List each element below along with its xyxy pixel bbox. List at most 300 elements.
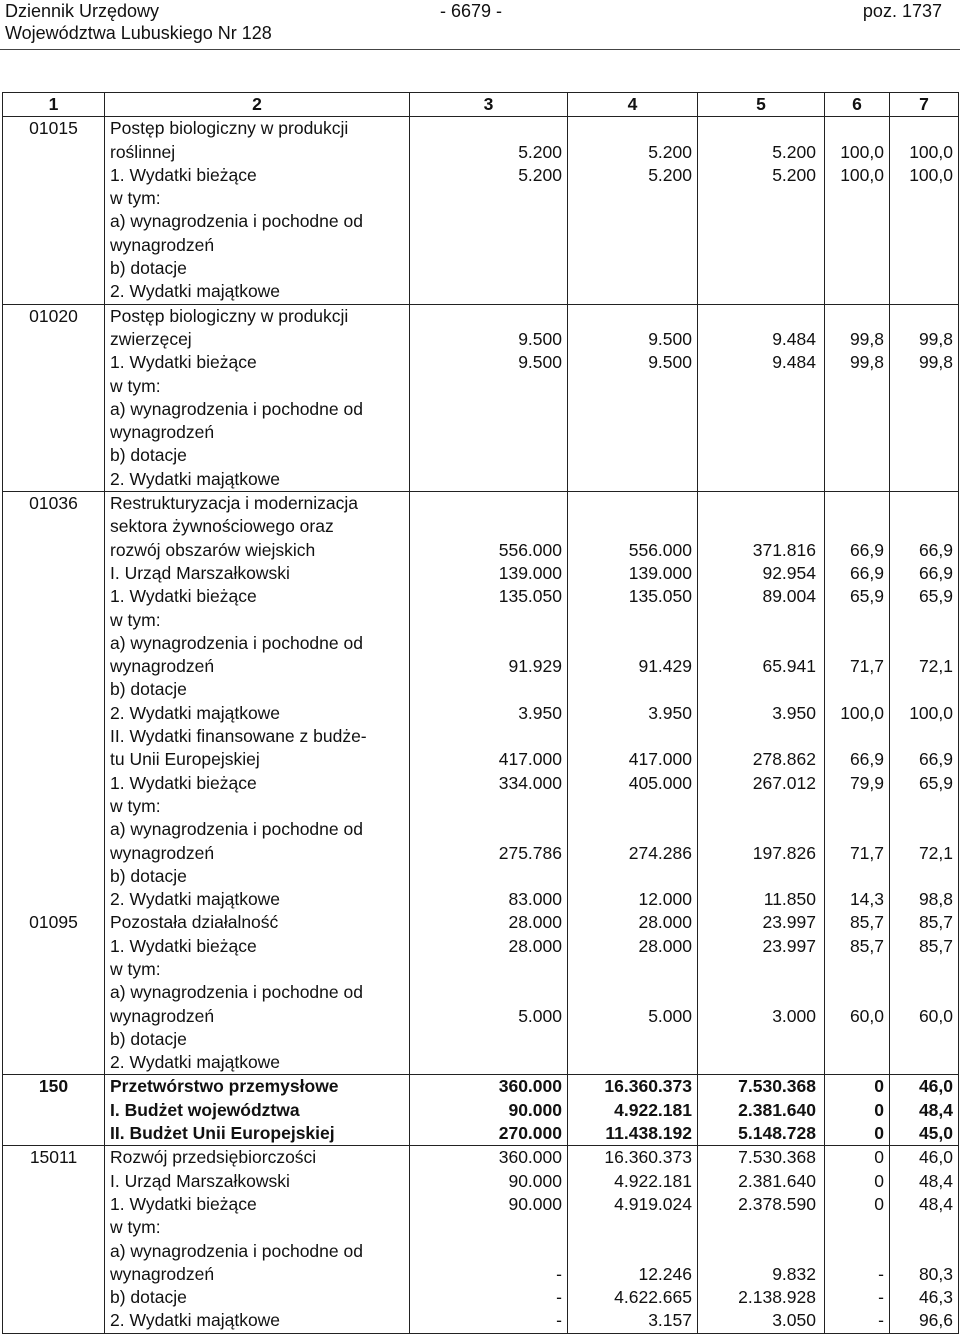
column-header: 7 [890, 93, 959, 117]
value-cell: 72,1 [890, 655, 959, 678]
value-cell: 89.004 [698, 585, 825, 608]
section-code [3, 398, 105, 421]
table-row [3, 280, 959, 304]
value-cell: 85,7 [890, 911, 959, 934]
value-cell [410, 1051, 568, 1075]
value-cell [890, 375, 959, 398]
value-cell [890, 958, 959, 981]
table-row [3, 421, 959, 444]
value-cell [568, 468, 698, 492]
value-cell: 5.200 [698, 164, 825, 187]
value-cell [568, 234, 698, 257]
value-cell: 46,0 [890, 1075, 959, 1099]
value-cell: 274.286 [568, 842, 698, 865]
value-cell [568, 304, 698, 328]
table-row [3, 187, 959, 210]
item-name: wynagrodzeń [105, 421, 410, 444]
section-code [3, 1240, 105, 1263]
value-cell: 556.000 [568, 539, 698, 562]
value-cell: 99,8 [825, 328, 890, 351]
table-row [3, 141, 959, 164]
value-cell [698, 609, 825, 632]
value-cell [825, 818, 890, 841]
value-cell [825, 609, 890, 632]
value-cell: 270.000 [410, 1122, 568, 1146]
value-cell [410, 609, 568, 632]
column-header: 4 [568, 93, 698, 117]
value-cell: 99,8 [890, 351, 959, 374]
item-name: 1. Wydatki bieżące [105, 351, 410, 374]
item-name: 1. Wydatki bieżące [105, 935, 410, 958]
value-cell [825, 865, 890, 888]
value-cell [825, 187, 890, 210]
value-cell [568, 678, 698, 701]
section-code [3, 234, 105, 257]
value-cell: 90.000 [410, 1193, 568, 1216]
table-row [3, 375, 959, 398]
value-cell [568, 515, 698, 538]
value-cell: 405.000 [568, 772, 698, 795]
value-cell [825, 280, 890, 304]
value-cell [825, 1051, 890, 1075]
value-cell [568, 1051, 698, 1075]
table-row [3, 515, 959, 538]
value-cell [698, 398, 825, 421]
value-cell: 71,7 [825, 655, 890, 678]
value-cell [890, 725, 959, 748]
value-cell: 12.000 [568, 888, 698, 911]
value-cell: 0 [825, 1075, 890, 1099]
value-cell [410, 1240, 568, 1263]
value-cell: 66,9 [890, 748, 959, 771]
table-row [3, 818, 959, 841]
journal-title: Dziennik Urzędowy [5, 1, 160, 21]
value-cell: 7.530.368 [698, 1146, 825, 1170]
item-name: wynagrodzeń [105, 1263, 410, 1286]
value-cell [410, 981, 568, 1004]
value-cell: 278.862 [698, 748, 825, 771]
value-cell: 48,4 [890, 1170, 959, 1193]
value-cell: 60,0 [825, 1005, 890, 1028]
value-cell [698, 1216, 825, 1239]
value-cell [825, 398, 890, 421]
value-cell [825, 795, 890, 818]
table-row [3, 562, 959, 585]
value-cell: 99,8 [890, 328, 959, 351]
value-cell: 9.500 [410, 351, 568, 374]
column-header-row [3, 93, 959, 117]
value-cell: 65.941 [698, 655, 825, 678]
value-cell: 5.200 [568, 141, 698, 164]
value-cell [698, 632, 825, 655]
value-cell [825, 257, 890, 280]
item-name: b) dotacje [105, 444, 410, 467]
value-cell: 5.200 [568, 164, 698, 187]
value-cell: 0 [825, 1170, 890, 1193]
section-code [3, 795, 105, 818]
page-number: - 6679 - [440, 1, 503, 21]
value-cell [568, 444, 698, 467]
section-code [3, 1216, 105, 1239]
value-cell: 267.012 [698, 772, 825, 795]
value-cell [825, 958, 890, 981]
item-name: 1. Wydatki bieżące [105, 1193, 410, 1216]
header-divider [0, 49, 960, 50]
value-cell [825, 678, 890, 701]
section-code [3, 1122, 105, 1146]
value-cell [568, 795, 698, 818]
value-cell [698, 375, 825, 398]
value-cell [825, 632, 890, 655]
value-cell: 100,0 [890, 141, 959, 164]
value-cell: 2.381.640 [698, 1170, 825, 1193]
value-cell: 85,7 [890, 935, 959, 958]
section-code [3, 935, 105, 958]
value-cell: 83.000 [410, 888, 568, 911]
value-cell [890, 421, 959, 444]
value-cell: 23.997 [698, 911, 825, 934]
column-header: 3 [410, 93, 568, 117]
value-cell: 5.200 [410, 141, 568, 164]
value-cell: 66,9 [890, 562, 959, 585]
item-name: w tym: [105, 375, 410, 398]
section-code [3, 725, 105, 748]
value-cell: 197.826 [698, 842, 825, 865]
value-cell: 66,9 [825, 748, 890, 771]
table-row [3, 981, 959, 1004]
section-code [3, 280, 105, 304]
section-code [3, 164, 105, 187]
item-name: I. Urząd Marszałkowski [105, 1170, 410, 1193]
section-code [3, 187, 105, 210]
section-code [3, 1028, 105, 1051]
value-cell: 2.138.928 [698, 1286, 825, 1309]
item-name: a) wynagrodzenia i pochodne od [105, 210, 410, 233]
item-name: 1. Wydatki bieżące [105, 585, 410, 608]
value-cell [568, 421, 698, 444]
item-name: a) wynagrodzenia i pochodne od [105, 1240, 410, 1263]
value-cell [568, 398, 698, 421]
value-cell [568, 1028, 698, 1051]
value-cell: 3.000 [698, 1005, 825, 1028]
value-cell [890, 818, 959, 841]
item-name: w tym: [105, 795, 410, 818]
value-cell [698, 187, 825, 210]
value-cell [698, 958, 825, 981]
value-cell [825, 210, 890, 233]
value-cell: 100,0 [890, 164, 959, 187]
value-cell: 100,0 [825, 164, 890, 187]
value-cell: 65,9 [825, 585, 890, 608]
section-code [3, 609, 105, 632]
section-code [3, 678, 105, 701]
section-code: 01020 [3, 304, 105, 328]
item-name: tu Unii Europejskiej [105, 748, 410, 771]
table-row [3, 1240, 959, 1263]
value-cell [698, 304, 825, 328]
value-cell [410, 865, 568, 888]
value-cell [410, 1028, 568, 1051]
value-cell: 135.050 [568, 585, 698, 608]
table-row [3, 842, 959, 865]
value-cell [568, 257, 698, 280]
item-name: wynagrodzeń [105, 1005, 410, 1028]
value-cell: 92.954 [698, 562, 825, 585]
value-cell: 11.438.192 [568, 1122, 698, 1146]
value-cell [890, 609, 959, 632]
value-cell [568, 981, 698, 1004]
value-cell: 65,9 [890, 772, 959, 795]
value-cell [890, 1216, 959, 1239]
section-code [3, 772, 105, 795]
item-name: 1. Wydatki bieżące [105, 164, 410, 187]
table-row [3, 351, 959, 374]
section-code: 01036 [3, 492, 105, 516]
value-cell: 28.000 [410, 935, 568, 958]
table-row [3, 117, 959, 141]
journal-issue: Województwa Lubuskiego Nr 128 [5, 23, 272, 43]
item-name: I. Urząd Marszałkowski [105, 562, 410, 585]
value-cell [568, 958, 698, 981]
value-cell [890, 468, 959, 492]
table-row [3, 1075, 959, 1099]
item-name: Przetwórstwo przemysłowe [105, 1075, 410, 1099]
value-cell [825, 1028, 890, 1051]
table-row [3, 1028, 959, 1051]
section-code [3, 210, 105, 233]
section-code: 01095 [3, 911, 105, 934]
table-row [3, 257, 959, 280]
table-row [3, 748, 959, 771]
value-cell: 60,0 [890, 1005, 959, 1028]
value-cell [825, 117, 890, 141]
value-cell [698, 257, 825, 280]
value-cell [698, 678, 825, 701]
value-cell [698, 210, 825, 233]
value-cell [890, 1051, 959, 1075]
value-cell [825, 725, 890, 748]
section-code [3, 818, 105, 841]
item-name: w tym: [105, 187, 410, 210]
item-name: II. Budżet Unii Europejskiej [105, 1122, 410, 1146]
value-cell [698, 468, 825, 492]
section-code [3, 444, 105, 467]
section-code [3, 328, 105, 351]
value-cell [890, 865, 959, 888]
item-name: wynagrodzeń [105, 655, 410, 678]
section-code [3, 1193, 105, 1216]
value-cell [698, 725, 825, 748]
value-cell [568, 117, 698, 141]
value-cell: 371.816 [698, 539, 825, 562]
section-code [3, 1286, 105, 1309]
value-cell [825, 421, 890, 444]
value-cell [410, 632, 568, 655]
value-cell: 3.157 [568, 1309, 698, 1333]
table-row [3, 865, 959, 888]
value-cell [825, 981, 890, 1004]
value-cell [825, 375, 890, 398]
section-code [3, 1170, 105, 1193]
value-cell: 12.246 [568, 1263, 698, 1286]
value-cell: 3.950 [568, 702, 698, 725]
value-cell [410, 444, 568, 467]
item-name: 2. Wydatki majątkowe [105, 280, 410, 304]
item-name: b) dotacje [105, 1286, 410, 1309]
section-code [3, 958, 105, 981]
item-name: sektora żywnościowego oraz [105, 515, 410, 538]
value-cell: 96,6 [890, 1309, 959, 1333]
value-cell: - [825, 1263, 890, 1286]
item-name: Postęp biologiczny w produkcji [105, 304, 410, 328]
value-cell [568, 865, 698, 888]
value-cell: - [410, 1286, 568, 1309]
value-cell: 65,9 [890, 585, 959, 608]
value-cell: 334.000 [410, 772, 568, 795]
value-cell [410, 398, 568, 421]
value-cell [568, 609, 698, 632]
value-cell: 139.000 [568, 562, 698, 585]
table-row [3, 468, 959, 492]
item-name: Restrukturyzacja i modernizacja [105, 492, 410, 516]
section-code [3, 888, 105, 911]
value-cell [890, 398, 959, 421]
value-cell: 5.000 [410, 1005, 568, 1028]
item-name: w tym: [105, 609, 410, 632]
value-cell: 23.997 [698, 935, 825, 958]
value-cell [890, 187, 959, 210]
table-row [3, 234, 959, 257]
value-cell [568, 1216, 698, 1239]
value-cell [568, 492, 698, 516]
value-cell [568, 725, 698, 748]
table-row [3, 1193, 959, 1216]
value-cell: - [410, 1263, 568, 1286]
column-header: 5 [698, 93, 825, 117]
value-cell: 360.000 [410, 1075, 568, 1099]
section-code: 150 [3, 1075, 105, 1099]
value-cell: 79,9 [825, 772, 890, 795]
item-name: roślinnej [105, 141, 410, 164]
value-cell: 7.530.368 [698, 1075, 825, 1099]
value-cell [410, 280, 568, 304]
value-cell [568, 187, 698, 210]
position-number: poz. 1737 [862, 1, 942, 21]
table-row [3, 398, 959, 421]
section-code [3, 1099, 105, 1122]
value-cell: 4.622.665 [568, 1286, 698, 1309]
section-code [3, 562, 105, 585]
value-cell [568, 280, 698, 304]
table-row [3, 772, 959, 795]
value-cell: 4.922.181 [568, 1099, 698, 1122]
value-cell: 16.360.373 [568, 1075, 698, 1099]
value-cell: 11.850 [698, 888, 825, 911]
value-cell [698, 117, 825, 141]
value-cell [825, 234, 890, 257]
value-cell [698, 865, 825, 888]
value-cell: 98,8 [890, 888, 959, 911]
value-cell: 3.050 [698, 1309, 825, 1333]
value-cell: 85,7 [825, 911, 890, 934]
item-name: a) wynagrodzenia i pochodne od [105, 981, 410, 1004]
value-cell [410, 117, 568, 141]
value-cell [890, 492, 959, 516]
item-name: II. Wydatki finansowane z budże- [105, 725, 410, 748]
value-cell [410, 257, 568, 280]
item-name: a) wynagrodzenia i pochodne od [105, 632, 410, 655]
value-cell [410, 187, 568, 210]
table-row [3, 210, 959, 233]
item-name: a) wynagrodzenia i pochodne od [105, 818, 410, 841]
value-cell: 2.378.590 [698, 1193, 825, 1216]
table-row [3, 1286, 959, 1309]
value-cell [698, 1028, 825, 1051]
value-cell: 9.832 [698, 1263, 825, 1286]
table-row [3, 492, 959, 516]
value-cell: 3.950 [698, 702, 825, 725]
section-code [3, 468, 105, 492]
table-row [3, 888, 959, 911]
value-cell: 135.050 [410, 585, 568, 608]
budget-table [2, 92, 959, 1334]
value-cell [825, 1240, 890, 1263]
table-row [3, 935, 959, 958]
value-cell: 0 [825, 1146, 890, 1170]
section-code [3, 585, 105, 608]
section-code [3, 351, 105, 374]
item-name: b) dotacje [105, 865, 410, 888]
value-cell: 417.000 [410, 748, 568, 771]
value-cell [890, 1028, 959, 1051]
value-cell: 4.919.024 [568, 1193, 698, 1216]
value-cell [410, 210, 568, 233]
item-name: Rozwój przedsiębiorczości [105, 1146, 410, 1170]
value-cell [825, 492, 890, 516]
value-cell: 46,3 [890, 1286, 959, 1309]
value-cell: 5.148.728 [698, 1122, 825, 1146]
value-cell [890, 632, 959, 655]
value-cell [890, 234, 959, 257]
item-name: 2. Wydatki majątkowe [105, 1309, 410, 1333]
table-row [3, 1099, 959, 1122]
value-cell [698, 444, 825, 467]
value-cell: 71,7 [825, 842, 890, 865]
value-cell: 66,9 [890, 539, 959, 562]
value-cell [698, 1051, 825, 1075]
value-cell [890, 515, 959, 538]
table-row [3, 678, 959, 701]
table-row [3, 795, 959, 818]
section-code [3, 981, 105, 1004]
item-name: 2. Wydatki majątkowe [105, 888, 410, 911]
section-code [3, 1051, 105, 1075]
value-cell: 80,3 [890, 1263, 959, 1286]
value-cell [825, 515, 890, 538]
value-cell [890, 444, 959, 467]
section-code [3, 515, 105, 538]
table-row [3, 1122, 959, 1146]
value-cell [825, 468, 890, 492]
table-row [3, 585, 959, 608]
table-row [3, 725, 959, 748]
value-cell: 139.000 [410, 562, 568, 585]
value-cell [890, 280, 959, 304]
value-cell: 99,8 [825, 351, 890, 374]
value-cell: 0 [825, 1122, 890, 1146]
value-cell [410, 958, 568, 981]
value-cell [698, 515, 825, 538]
